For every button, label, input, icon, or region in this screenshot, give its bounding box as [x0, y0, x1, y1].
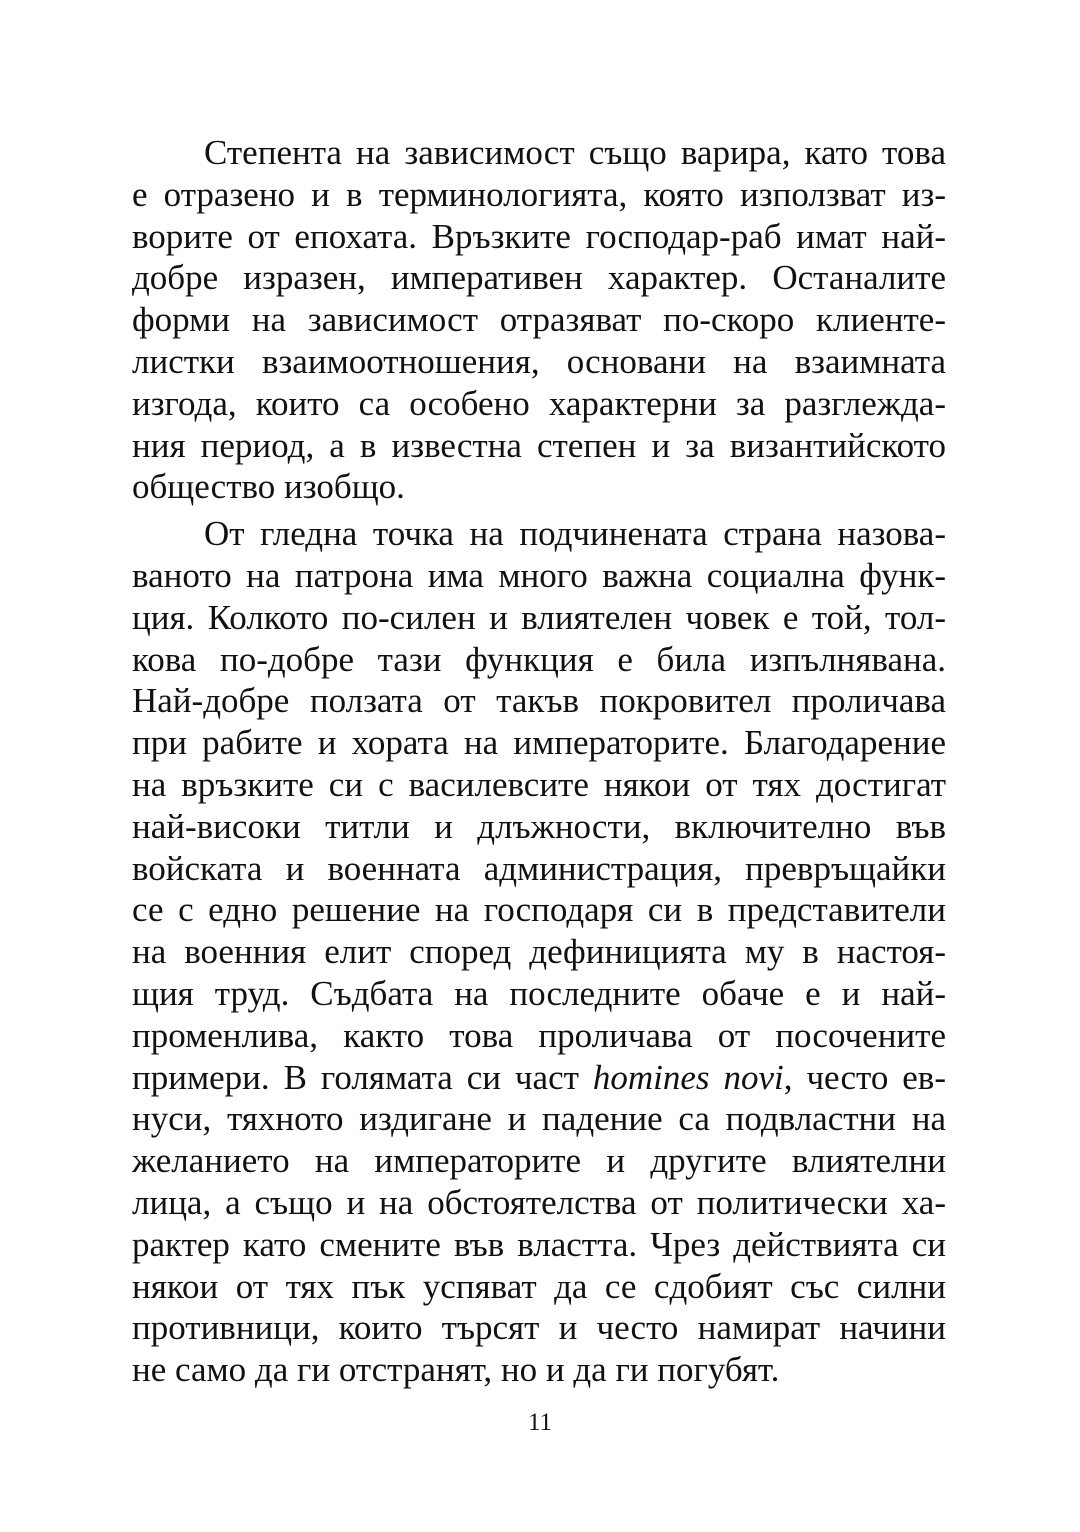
text-line: войската и военната администрация, превръщайки: [132, 848, 946, 888]
text-line: на военния елит според дефиницията му в настоя-: [132, 932, 946, 972]
body-text: [132, 132, 946, 1391]
italic-term: homines novi: [592, 1057, 784, 1097]
text-line: е отразено и в терминологията, която използват из-: [132, 174, 946, 214]
text-line: се с едно решение на господаря си в представители: [132, 890, 946, 930]
text-line: не само да ги отстранят, но и да ги погубят.: [132, 1350, 780, 1390]
text-line: ваното на патрона има много важна социална функ-: [132, 555, 946, 595]
text-line-with-italic: [132, 1057, 946, 1099]
text-line: форми на зависимост отразяват по-скоро клиенте-: [132, 300, 946, 340]
text-line: листки взаимоотношения, основани на взаимната: [132, 341, 946, 381]
text-line: при рабите и хората на императорите. Благодарение: [132, 723, 946, 763]
page-number: 11: [527, 1409, 553, 1436]
text-line: ния период, а в известна степен и за византийското: [132, 425, 946, 465]
text-line: желанието на императорите и другите влиятелни: [132, 1141, 946, 1181]
text-line: на връзките си с василевсите някои от тях достигат: [132, 764, 946, 804]
text-segment: , често ев-: [783, 1057, 946, 1097]
text-line: Най-добре ползата от такъв покровител проличава: [132, 681, 946, 721]
text-line: щия труд. Съдбата на последните обаче е и най-: [132, 973, 946, 1013]
text-line: някои от тях пък успяват да се сдобият със силни: [132, 1266, 946, 1306]
text-line: изгода, които са особено характерни за разглежда-: [132, 383, 946, 423]
text-line: най-високи титли и длъжности, включително във: [132, 806, 946, 846]
paragraph-1: [132, 132, 946, 508]
text-line: лица, а също и на обстоятелства от политически ха-: [132, 1182, 946, 1222]
text-line: нуси, тяхното издигане и падение са подвластни на: [132, 1099, 946, 1139]
text-line: променлива, както това проличава от посочените: [132, 1015, 946, 1055]
text-line: добре изразен, императивен характер. Останалите: [132, 258, 946, 298]
text-line: ция. Колкото по-силен и влиятелен човек е той, тол-: [132, 597, 946, 637]
text-line: кова по-добре тази функция е била изпълнявана.: [132, 639, 946, 679]
text-line: общество изобщо.: [132, 467, 405, 507]
text-line: противници, които търсят и често намират начини: [132, 1308, 946, 1348]
text-line: От гледна точка на подчинената страна назова-: [204, 514, 946, 554]
text-line: ворите от епохата. Връзките господар-раб имат най-: [132, 216, 946, 256]
text-line: Степента на зависимост също варира, като това: [204, 133, 946, 172]
paragraph-2: [132, 513, 946, 1391]
text-segment: примери. В голямата си част: [132, 1057, 593, 1097]
text-line: рактер като смените във властта. Чрез действията си: [132, 1224, 946, 1264]
